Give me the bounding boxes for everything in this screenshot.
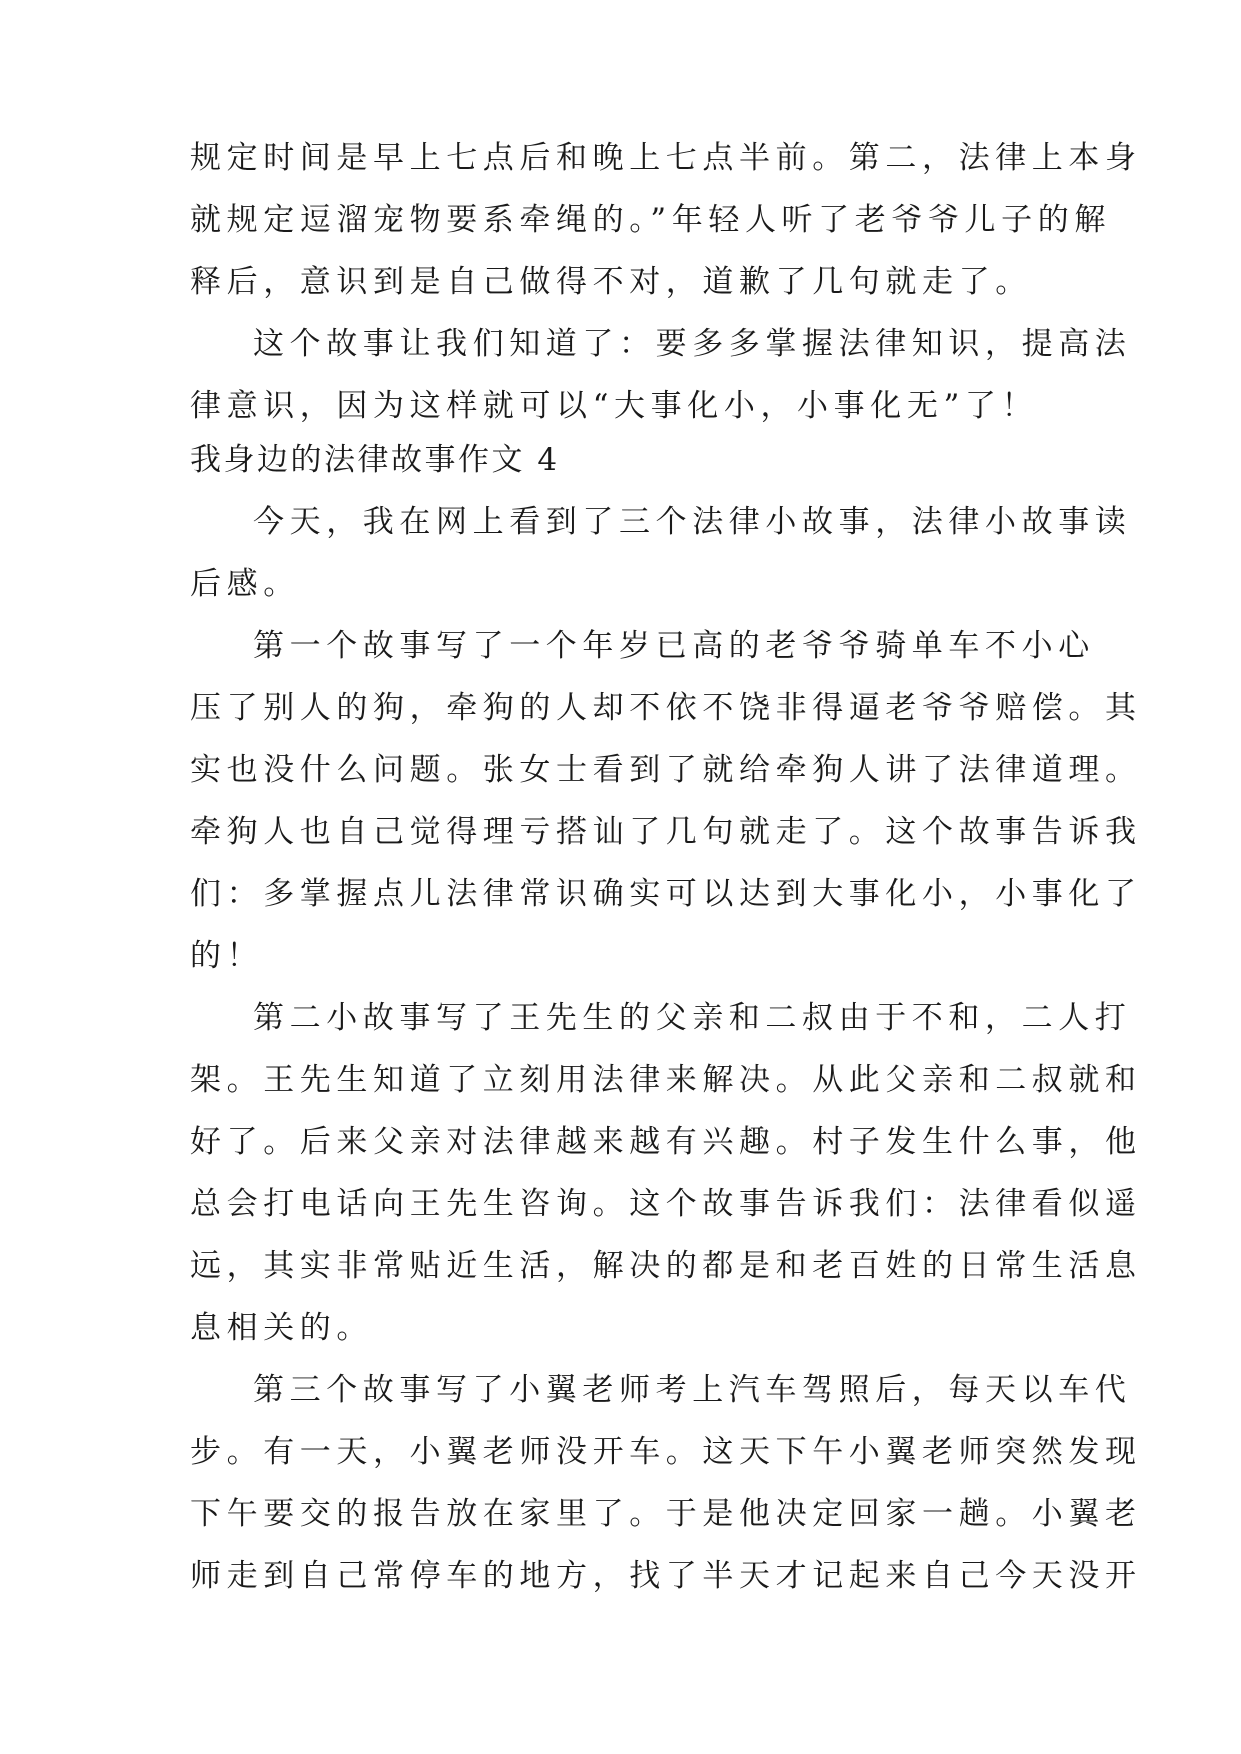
paragraph-first-line: 这个故事让我们知道了：要多多掌握法律知识，提高法 [253,326,1132,362]
text-line: 规定时间是早上七点后和晚上七点半前。第二，法律上本身 [190,140,1142,176]
text-line: 好了。后来父亲对法律越来越有兴趣。村子发生什么事，他 [190,1124,1142,1160]
section-heading: 我身边的法律故事作文 4 [190,442,560,478]
text-line: 总会打电话向王先生咨询。这个故事告诉我们：法律看似遥 [190,1186,1142,1222]
text-line: 师走到自己常停车的地方，找了半天才记起来自己今天没开 [190,1558,1142,1594]
text-line: 息相关的。 [190,1310,373,1346]
text-line: 释后，意识到是自己做得不对，道歉了几句就走了。 [190,264,1032,300]
text-line: 后感。 [190,566,300,602]
paragraph-first-line: 第三个故事写了小翼老师考上汽车驾照后，每天以车代 [253,1372,1132,1408]
paragraph-first-line: 今天，我在网上看到了三个法律小故事，法律小故事读 [253,504,1132,540]
text-line: 就规定逗溜宠物要系牵绳的。”年轻人听了老爷爷儿子的解 [190,202,1111,238]
text-line: 压了别人的狗，牵狗的人却不依不饶非得逼老爷爷赔偿。其 [190,690,1142,726]
text-line: 牵狗人也自己觉得理亏搭讪了几句就走了。这个故事告诉我 [190,814,1142,850]
text-line: 下午要交的报告放在家里了。于是他决定回家一趟。小翼老 [190,1496,1142,1532]
paragraph-first-line: 第一个故事写了一个年岁已高的老爷爷骑单车不小心 [253,628,1095,664]
text-line: 的！ [190,938,264,974]
text-line: 律意识，因为这样就可以“大事化小，小事化无”了！ [190,388,1039,424]
text-line: 们：多掌握点儿法律常识确实可以达到大事化小，小事化了 [190,876,1142,912]
text-line: 架。王先生知道了立刻用法律来解决。从此父亲和二叔就和 [190,1062,1142,1098]
text-line: 远，其实非常贴近生活，解决的都是和老百姓的日常生活息 [190,1248,1142,1284]
paragraph-first-line: 第二小故事写了王先生的父亲和二叔由于不和，二人打 [253,1000,1132,1036]
text-line: 步。有一天，小翼老师没开车。这天下午小翼老师突然发现 [190,1434,1142,1470]
text-line: 实也没什么问题。张女士看到了就给牵狗人讲了法律道理。 [190,752,1142,788]
